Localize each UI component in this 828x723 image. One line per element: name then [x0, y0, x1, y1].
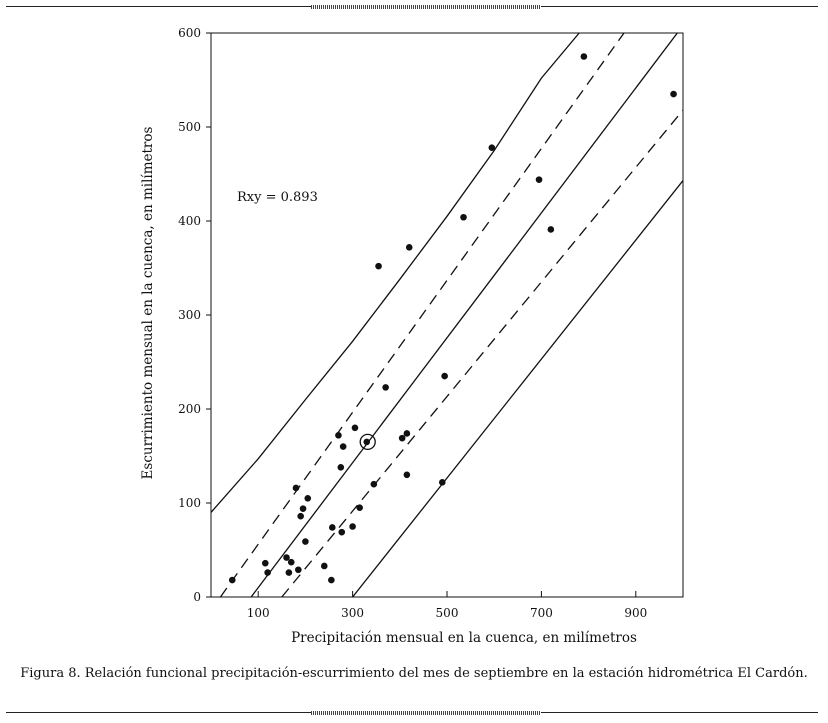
data-point: [349, 523, 356, 530]
data-point: [328, 577, 335, 584]
data-point: [304, 495, 311, 502]
x-tick-label: 100: [246, 606, 270, 620]
data-point: [404, 472, 411, 479]
data-point: [340, 443, 347, 450]
data-point: [548, 226, 555, 233]
plot-frame: [211, 33, 683, 597]
curve-outer-upper: [211, 33, 579, 512]
data-point: [670, 91, 677, 98]
line-inner-upper: [220, 33, 624, 597]
data-point: [441, 373, 448, 380]
x-axis-title: Precipitación mensual en la cuenca, en milímetros: [291, 630, 637, 646]
y-tick-label: 100: [178, 496, 201, 510]
data-point: [321, 563, 328, 570]
bottom-rule-ornament: [311, 711, 541, 715]
data-point: [264, 569, 271, 576]
data-point: [352, 425, 359, 432]
data-point: [283, 554, 290, 561]
y-tick-label: 0: [193, 590, 201, 604]
data-point: [489, 144, 496, 151]
data-point: [262, 560, 269, 567]
data-point: [329, 524, 336, 531]
y-tick-label: 600: [178, 26, 201, 40]
line-regression: [251, 25, 683, 597]
x-tick-label: 900: [624, 606, 648, 620]
data-points: [229, 53, 677, 583]
data-point: [375, 263, 382, 270]
axis-ticks: [178, 26, 647, 620]
data-point: [295, 566, 302, 573]
fit-lines: [211, 25, 683, 597]
y-tick-label: 500: [178, 120, 201, 134]
data-point: [439, 479, 446, 486]
data-point: [286, 569, 293, 576]
data-point: [399, 435, 406, 442]
data-point: [356, 504, 363, 511]
data-point: [460, 214, 467, 221]
data-point: [406, 244, 413, 251]
data-point: [371, 481, 378, 488]
figure-caption: Figura 8. Relación funcional precipitación-escurrimiento del mes de septiembre en la estación hidrométrica El Cardón.: [20, 666, 808, 681]
data-point: [288, 559, 295, 566]
x-tick-label: 700: [529, 606, 553, 620]
data-point: [302, 538, 309, 545]
data-point: [382, 384, 389, 391]
data-point: [363, 439, 370, 446]
data-point: [338, 464, 345, 471]
data-point: [581, 53, 588, 60]
x-tick-label: 300: [341, 606, 365, 620]
data-point: [335, 432, 342, 439]
y-tick-label: 200: [178, 402, 201, 416]
data-point: [404, 430, 411, 437]
data-point: [338, 529, 345, 536]
data-point: [536, 176, 543, 183]
correlation-annotation: Rxy = 0.893: [237, 190, 318, 205]
data-point: [300, 505, 307, 512]
data-point: [297, 513, 304, 520]
x-tick-label: 500: [435, 606, 459, 620]
y-axis-title: Escurrimiento mensual en la cuenca, en milímetros: [140, 126, 156, 480]
y-tick-label: 300: [178, 308, 201, 322]
data-point: [229, 577, 236, 584]
data-point: [293, 485, 300, 492]
y-tick-label: 400: [178, 214, 201, 228]
